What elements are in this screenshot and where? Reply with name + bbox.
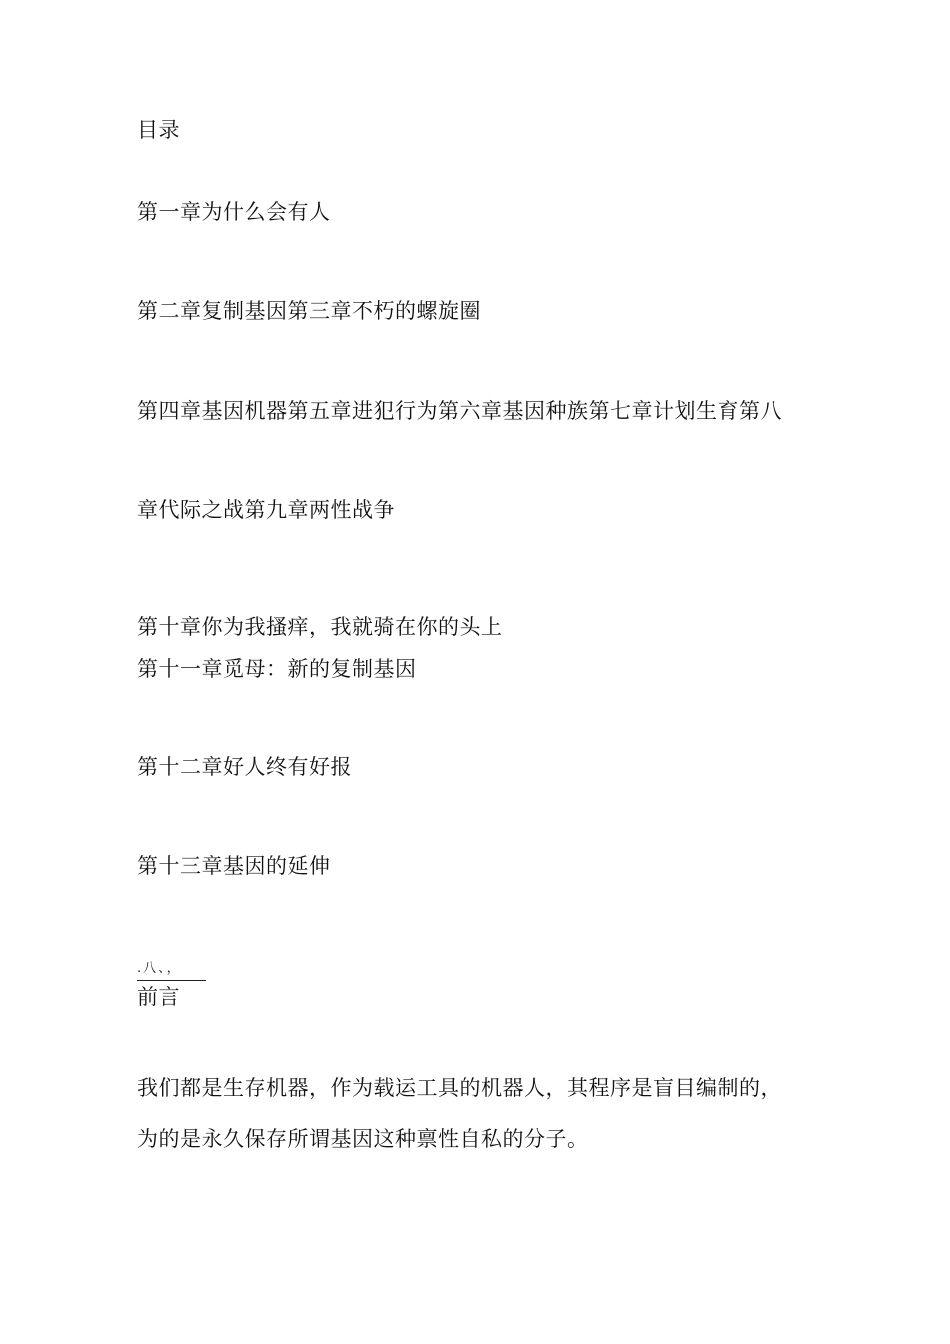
toc-line: 第十一章觅母：新的复制基因	[137, 657, 417, 681]
toc-line: 第一章为什么会有人	[137, 200, 331, 224]
preface-paragraph-line: 为的是永久保存所谓基因这种禀性自私的分子。	[137, 1127, 589, 1151]
scan-fragment: .八、，	[137, 961, 182, 976]
toc-line: 第十二章好人终有好报	[137, 755, 352, 779]
toc-heading: 目录	[137, 118, 180, 142]
toc-line: 章代际之战第九章两性战争	[137, 498, 395, 522]
toc-line: 第四章基因机器第五章进犯行为第六章基因种族第七章计划生育第八	[137, 399, 782, 423]
toc-line: 第十章你为我搔痒，我就骑在你的头上	[137, 615, 503, 639]
preface-paragraph-line: 我们都是生存机器，作为载运工具的机器人，其程序是盲目编制的，	[137, 1076, 782, 1100]
toc-line: 第二章复制基因第三章不朽的螺旋圈	[137, 299, 481, 323]
heading-rule	[137, 980, 206, 981]
toc-line: 第十三章基因的延伸	[137, 854, 331, 878]
preface-heading: 前言	[137, 985, 180, 1009]
